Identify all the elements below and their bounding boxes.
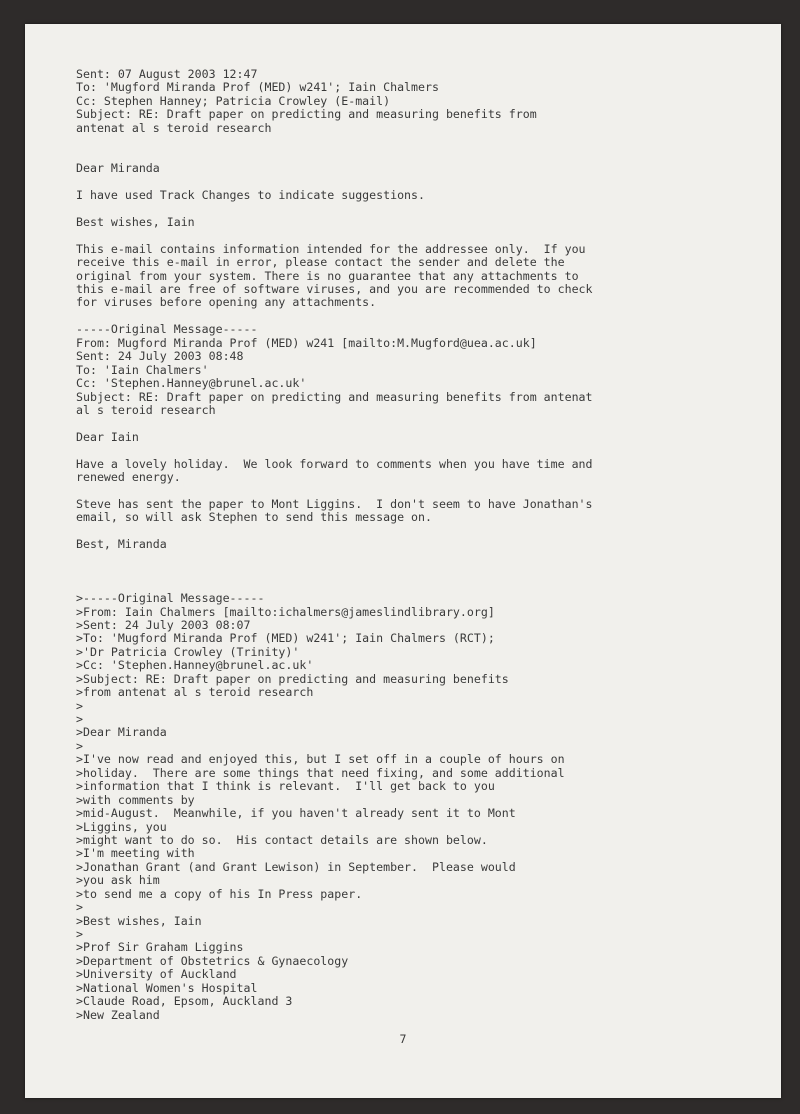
text-line	[76, 229, 766, 242]
text-line: I have used Track Changes to indicate suggestions.	[76, 187, 426, 202]
text-line: renewed energy.	[76, 470, 181, 485]
text-line: >	[76, 900, 83, 915]
text-line: >Sent: 24 July 2003 08:07	[76, 617, 251, 632]
text-line	[76, 202, 766, 215]
text-line: >with comments by	[76, 792, 195, 807]
text-line	[76, 525, 766, 538]
text-line	[76, 579, 766, 592]
text-line: >mid-August. Meanwhile, if you haven't already sent it to Mont	[76, 806, 516, 821]
text-line: >	[76, 712, 83, 726]
text-line: Dear Iain	[76, 429, 139, 444]
text-line: To: 'Iain Chalmers'	[76, 362, 209, 377]
text-line: >to send me a copy of his In Press paper.	[76, 886, 363, 901]
text-line: >Prof Sir Graham Liggins	[76, 940, 244, 955]
text-line	[76, 485, 766, 498]
text-line: >Subject: RE: Draft paper on predicting and measuring benefits	[76, 671, 509, 686]
text-line: >might want to do so. His contact details are shown below.	[76, 832, 488, 847]
text-line: Subject: RE: Draft paper on predicting and measuring benefits from antenat	[76, 389, 593, 404]
text-line: >-----Original Message-----	[76, 591, 265, 606]
text-line: >Best wishes, Iain	[76, 913, 202, 928]
text-line: >Claude Road, Epsom, Auckland 3	[76, 994, 293, 1009]
text-line: Dear Miranda	[76, 161, 160, 176]
text-line: >To: 'Mugford Miranda Prof (MED) w241'; Iain Chalmers (RCT);	[76, 631, 495, 646]
text-line: From: Mugford Miranda Prof (MED) w241 [mailto:M.Mugford@uea.ac.uk]	[76, 335, 537, 350]
text-line: Have a lovely holiday. We look forward to comments when you have time and	[76, 456, 593, 471]
text-line: >Liggins, you	[76, 819, 167, 834]
text-line: receive this e-mail in error, please contact the sender and delete the	[76, 255, 565, 270]
text-line: >	[76, 927, 83, 941]
text-line: >	[76, 698, 83, 713]
text-line	[76, 176, 766, 189]
text-line: this e-mail are free of software viruses, and you are recommended to check	[76, 282, 593, 296]
text-line: Subject: RE: Draft paper on predicting and measuring benefits from	[76, 107, 537, 122]
text-line: >holiday. There are some things that need fixing, and some additional	[76, 765, 565, 780]
text-line: >Department of Obstetrics & Gynaecology	[76, 953, 349, 968]
text-line: Cc: Stephen Hanney; Patricia Crowley (E-mail)	[76, 93, 391, 108]
text-line: >From: Iain Chalmers [mailto:ichalmers@jameslindlibrary.org]	[76, 604, 495, 619]
page-number: 7	[399, 1032, 407, 1046]
text-line: Cc: 'Stephen.Hanney@brunel.ac.uk'	[76, 376, 307, 391]
text-line: Steve has sent the paper to Mont Liggins. I don't seem to have Jonathan's	[76, 497, 593, 511]
text-line: original from your system. There is no guarantee that any attachments to	[76, 268, 579, 283]
text-line	[76, 417, 766, 430]
text-line: >National Women's Hospital	[76, 980, 258, 995]
email-body	[76, 68, 766, 1022]
text-line: To: 'Mugford Miranda Prof (MED) w241'; Iain Chalmers	[76, 80, 439, 95]
text-line	[76, 565, 766, 578]
text-line: -----Original Message-----	[76, 322, 258, 337]
text-line: for viruses before opening any attachments.	[76, 295, 377, 310]
text-line: Best wishes, Iain	[76, 214, 195, 229]
paper-page	[25, 24, 781, 1098]
text-line: >	[76, 738, 83, 753]
text-line: >Dear Miranda	[76, 725, 167, 740]
text-line: Sent: 07 August 2003 12:47	[76, 67, 258, 81]
text-line: This e-mail contains information intended for the addressee only. If you	[76, 241, 586, 256]
text-line: Sent: 24 July 2003 08:48	[76, 349, 244, 364]
text-line: email, so will ask Stephen to send this message on.	[76, 510, 432, 525]
text-line: >I've now read and enjoyed this, but I set off in a couple of hours on	[76, 752, 565, 767]
text-line: >information that I think is relevant. I'll get back to you	[76, 779, 495, 794]
text-line: antenat al s teroid research	[76, 120, 272, 135]
text-line: >I'm meeting with	[76, 846, 195, 861]
text-line: >you ask him	[76, 873, 160, 888]
text-line	[76, 552, 766, 565]
text-line	[76, 310, 766, 323]
text-line: >'Dr Patricia Crowley (Trinity)'	[76, 644, 300, 659]
text-line: >from antenat al s teroid research	[76, 685, 314, 700]
text-line	[76, 444, 766, 457]
text-line: >New Zealand	[76, 1007, 160, 1022]
text-line: Best, Miranda	[76, 537, 167, 552]
text-line	[76, 149, 766, 162]
text-line	[76, 135, 766, 148]
text-line: >Cc: 'Stephen.Hanney@brunel.ac.uk'	[76, 658, 314, 673]
text-line: >Jonathan Grant (and Grant Lewison) in September. Please would	[76, 859, 516, 874]
text-line: al s teroid research	[76, 402, 216, 417]
text-line: >University of Auckland	[76, 967, 237, 982]
